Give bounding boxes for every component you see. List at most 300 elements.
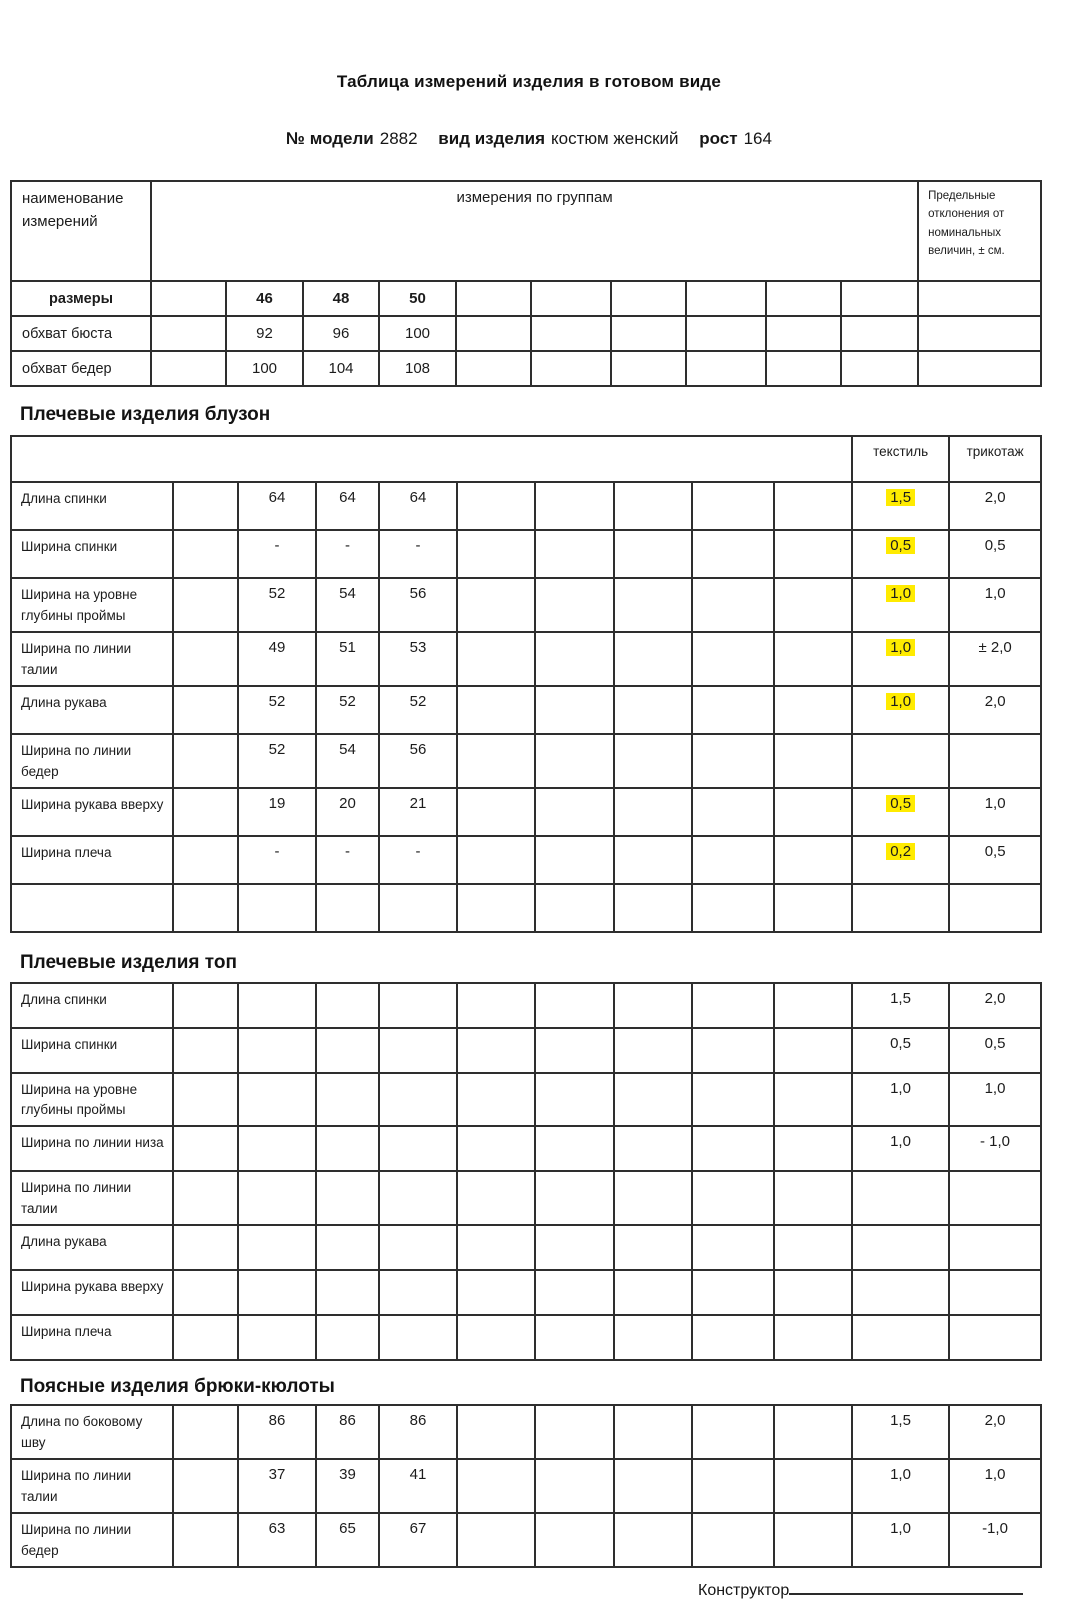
empty-cell <box>456 316 531 351</box>
empty-cell <box>692 1315 774 1360</box>
size-value: 46 <box>226 281 303 316</box>
tolerance-knit-cell: -1,0 <box>949 1513 1041 1567</box>
model-number-label: № модели <box>286 129 374 148</box>
tolerance-textile-cell <box>852 884 949 932</box>
empty-cell <box>614 788 692 836</box>
tolerance-textile-cell <box>852 983 949 1028</box>
measurement-label: Длина спинки <box>11 983 173 1028</box>
empty-cell <box>614 1270 692 1315</box>
empty-cell <box>692 734 774 788</box>
measurement-row <box>11 1028 1041 1073</box>
tolerance-textile-value: 0,2 <box>886 843 915 860</box>
size-value <box>379 1028 457 1073</box>
tolerance-textile-value: 1,0 <box>890 1466 911 1484</box>
empty-cell <box>173 530 238 578</box>
measurement-label: Ширина рукава вверху <box>11 1270 173 1315</box>
empty-cell <box>692 1270 774 1315</box>
measurement-row <box>11 578 1041 632</box>
empty-cell <box>531 281 611 316</box>
height-value: 164 <box>743 129 772 148</box>
size-value: - <box>238 530 316 578</box>
tolerance-knit-cell: 2,0 <box>949 1405 1041 1459</box>
empty-cell <box>457 686 535 734</box>
empty-cell <box>535 734 614 788</box>
size-value: 92 <box>226 316 303 351</box>
empty-cell <box>692 1225 774 1270</box>
empty-cell <box>611 351 686 386</box>
measurement-row <box>11 632 1041 686</box>
size-value: 63 <box>238 1513 316 1567</box>
empty-cell <box>766 351 841 386</box>
size-value: - <box>379 530 457 578</box>
empty-cell <box>457 734 535 788</box>
empty-cell <box>774 1315 852 1360</box>
empty-cell <box>535 1171 614 1225</box>
empty-cell <box>614 983 692 1028</box>
measurement-label: Ширина плеча <box>11 836 173 884</box>
empty-cell <box>457 1073 535 1127</box>
empty-cell <box>774 1405 852 1459</box>
product-type-value: костюм женский <box>551 129 679 148</box>
empty-cell <box>614 578 692 632</box>
tolerance-textile-cell <box>852 788 949 836</box>
height-label: рост <box>699 129 738 148</box>
tolerance-textile-cell <box>852 482 949 530</box>
empty-cell <box>535 788 614 836</box>
empty-cell <box>151 351 226 386</box>
measurement-label: Ширина по линии бедер <box>11 1513 173 1567</box>
size-value <box>379 1315 457 1360</box>
size-value: - <box>379 836 457 884</box>
measurement-row <box>11 1459 1041 1513</box>
size-value <box>238 1270 316 1315</box>
empty-cell <box>457 1171 535 1225</box>
page-title: Таблица измерений изделия в готовом виде <box>336 72 722 91</box>
measurement-row <box>11 1126 1041 1171</box>
size-value <box>379 983 457 1028</box>
tolerance-textile-value: 1,5 <box>886 489 915 506</box>
empty-cell <box>692 686 774 734</box>
size-value <box>316 1028 379 1073</box>
model-info-line <box>10 129 1048 149</box>
measurement-label: Ширина спинки <box>11 530 173 578</box>
size-value: 53 <box>379 632 457 686</box>
empty-cell <box>614 1513 692 1567</box>
empty-cell <box>692 836 774 884</box>
empty-cell <box>692 983 774 1028</box>
empty-cell <box>692 788 774 836</box>
empty-cell <box>614 1073 692 1127</box>
empty-cell <box>457 530 535 578</box>
measurement-row <box>11 1073 1041 1127</box>
sizes-table-row <box>11 281 1041 316</box>
blouson-table <box>10 435 1042 933</box>
size-value <box>238 1225 316 1270</box>
empty-cell <box>173 686 238 734</box>
size-value: 86 <box>379 1405 457 1459</box>
tolerance-knit-cell: 2,0 <box>949 983 1041 1028</box>
empty-cell <box>841 316 918 351</box>
tolerance-textile-cell <box>852 1270 949 1315</box>
tolerance-knit-cell: 0,5 <box>949 530 1041 578</box>
empty-cell <box>611 316 686 351</box>
empty-cell <box>614 734 692 788</box>
measurement-row <box>11 1171 1041 1225</box>
empty-cell <box>151 316 226 351</box>
empty-cell <box>457 1459 535 1513</box>
empty-cell <box>173 1171 238 1225</box>
size-value: 51 <box>316 632 379 686</box>
size-value: 19 <box>238 788 316 836</box>
empty-cell <box>535 1225 614 1270</box>
empty-cell <box>535 836 614 884</box>
empty-cell <box>457 632 535 686</box>
size-value: 64 <box>316 482 379 530</box>
size-value: 56 <box>379 734 457 788</box>
empty-cell <box>692 632 774 686</box>
empty-cell <box>692 1028 774 1073</box>
empty-cell <box>841 351 918 386</box>
empty-cell <box>774 1171 852 1225</box>
tolerance-knit-cell: 2,0 <box>949 686 1041 734</box>
empty-cell <box>686 351 766 386</box>
empty-cell <box>173 632 238 686</box>
size-value: 64 <box>379 482 457 530</box>
culottes-table <box>10 1404 1042 1568</box>
empty-cell <box>457 1225 535 1270</box>
empty-cell <box>531 316 611 351</box>
empty-cell <box>774 686 852 734</box>
tolerance-textile-cell <box>852 734 949 788</box>
size-value: 52 <box>316 686 379 734</box>
size-value <box>316 1225 379 1270</box>
tolerance-textile-value: 1,0 <box>890 1520 911 1538</box>
tolerance-textile-cell <box>852 530 949 578</box>
tolerance-textile-value: 1,0 <box>886 693 915 710</box>
empty-cell <box>173 1270 238 1315</box>
tolerance-textile-cell <box>852 632 949 686</box>
size-value <box>379 1270 457 1315</box>
empty-cell <box>173 884 238 932</box>
empty-cell <box>766 316 841 351</box>
tolerance-textile-value: 0,5 <box>886 537 915 554</box>
measurement-label: Ширина плеча <box>11 1315 173 1360</box>
tolerance-cell <box>918 351 1041 386</box>
empty-cell <box>774 632 852 686</box>
empty-cell <box>457 1270 535 1315</box>
tolerance-textile-cell <box>852 1513 949 1567</box>
measurement-label: Длина рукава <box>11 686 173 734</box>
tolerance-knit-cell <box>949 1171 1041 1225</box>
measurement-row <box>11 884 1041 932</box>
size-value: 104 <box>303 351 379 386</box>
tolerance-textile-value: 1,0 <box>886 585 915 602</box>
tolerance-textile-cell <box>852 1126 949 1171</box>
empty-cell <box>531 351 611 386</box>
size-value: 86 <box>238 1405 316 1459</box>
blouson-header-row <box>11 436 1041 482</box>
size-value: 54 <box>316 578 379 632</box>
tolerance-textile-cell <box>852 1459 949 1513</box>
empty-cell <box>766 281 841 316</box>
measurement-row <box>11 686 1041 734</box>
empty-cell <box>614 1126 692 1171</box>
size-value <box>238 1073 316 1127</box>
empty-cell <box>614 1171 692 1225</box>
empty-cell <box>774 1459 852 1513</box>
size-value: 41 <box>379 1459 457 1513</box>
empty-cell <box>457 836 535 884</box>
measurement-row <box>11 734 1041 788</box>
footer <box>698 1581 1048 1600</box>
empty-cell <box>614 632 692 686</box>
measurement-row <box>11 482 1041 530</box>
measurement-label: Ширина по линии талии <box>11 632 173 686</box>
size-value <box>316 1270 379 1315</box>
empty-cell <box>692 1171 774 1225</box>
measurement-row <box>11 983 1041 1028</box>
empty-cell <box>774 530 852 578</box>
tolerance-knit-cell: - 1,0 <box>949 1126 1041 1171</box>
size-value <box>316 1315 379 1360</box>
size-value: 64 <box>238 482 316 530</box>
empty-cell <box>774 1028 852 1073</box>
tolerance-textile-value: 1,5 <box>890 989 911 1007</box>
empty-cell <box>457 1126 535 1171</box>
size-value <box>238 1315 316 1360</box>
tolerance-textile-cell <box>852 1405 949 1459</box>
tolerance-textile-value: 1,0 <box>886 639 915 656</box>
empty-cell <box>614 686 692 734</box>
tolerance-knit-cell <box>949 1225 1041 1270</box>
empty-cell <box>774 983 852 1028</box>
empty-cell <box>841 281 918 316</box>
size-value: 48 <box>303 281 379 316</box>
empty-cell <box>173 1405 238 1459</box>
tolerance-knit-cell: ± 2,0 <box>949 632 1041 686</box>
tolerance-textile-cell <box>852 686 949 734</box>
empty-cell <box>535 530 614 578</box>
tolerance-knit-cell <box>949 884 1041 932</box>
size-value: - <box>238 836 316 884</box>
empty-cell <box>535 1073 614 1127</box>
empty-cell <box>457 1513 535 1567</box>
tolerance-knit-cell <box>949 1315 1041 1360</box>
section-title-culottes: Поясные изделия брюки-кюлоты <box>20 1376 335 1398</box>
empty-cell <box>614 1028 692 1073</box>
empty-cell <box>614 482 692 530</box>
measurement-row <box>11 1270 1041 1315</box>
tolerance-knit-cell: 2,0 <box>949 482 1041 530</box>
empty-cell <box>173 1028 238 1073</box>
empty-cell <box>692 1459 774 1513</box>
measurement-label: Длина по боковому шву <box>11 1405 173 1459</box>
measurement-label <box>11 884 173 932</box>
size-value: 37 <box>238 1459 316 1513</box>
empty-cell <box>535 983 614 1028</box>
measurement-label: Ширина по линии талии <box>11 1171 173 1225</box>
measurement-label: Ширина по линии низа <box>11 1126 173 1171</box>
empty-cell <box>614 1315 692 1360</box>
empty-cell <box>535 686 614 734</box>
empty-cell <box>686 281 766 316</box>
tolerance-knit-cell: 0,5 <box>949 1028 1041 1073</box>
size-value: 54 <box>316 734 379 788</box>
tolerance-textile-cell <box>852 1073 949 1127</box>
sizes-table-row <box>11 316 1041 351</box>
size-value <box>238 1028 316 1073</box>
sizes-table-row <box>11 351 1041 386</box>
empty-cell <box>614 1459 692 1513</box>
tolerance-textile-cell <box>852 1315 949 1360</box>
tolerance-cell <box>918 316 1041 351</box>
measurement-row <box>11 1405 1041 1459</box>
empty-cell <box>173 1126 238 1171</box>
empty-cell <box>614 1405 692 1459</box>
empty-cell <box>614 1225 692 1270</box>
tolerance-textile-cell <box>852 1171 949 1225</box>
size-value <box>238 1171 316 1225</box>
empty-cell <box>173 1513 238 1567</box>
empty-cell <box>774 578 852 632</box>
tolerance-knit-cell: 0,5 <box>949 836 1041 884</box>
tolerance-knit-cell: 1,0 <box>949 1459 1041 1513</box>
tolerance-textile-value: 0,5 <box>886 795 915 812</box>
empty-cell <box>456 281 531 316</box>
measurement-row <box>11 788 1041 836</box>
tolerance-textile-value: 1,5 <box>890 1412 911 1430</box>
size-value <box>379 884 457 932</box>
tolerance-knit-cell: 1,0 <box>949 788 1041 836</box>
size-value <box>316 884 379 932</box>
section-title-top: Плечевые изделия топ <box>20 951 237 973</box>
empty-cell <box>686 316 766 351</box>
tolerance-cell <box>918 281 1041 316</box>
size-value: 50 <box>379 281 456 316</box>
empty-cell <box>692 482 774 530</box>
empty-cell <box>692 578 774 632</box>
empty-cell <box>173 482 238 530</box>
measurement-label: Длина спинки <box>11 482 173 530</box>
empty-cell <box>457 983 535 1028</box>
measurement-label: обхват бюста <box>11 316 151 351</box>
measurement-label: Ширина по линии талии <box>11 1459 173 1513</box>
knit-column-header: трикотаж <box>949 436 1041 482</box>
size-value <box>316 1073 379 1127</box>
empty-cell <box>614 884 692 932</box>
measurement-label: Ширина на уровне глубины проймы <box>11 578 173 632</box>
size-value: 52 <box>379 686 457 734</box>
size-value: 108 <box>379 351 456 386</box>
tolerance-knit-cell: 1,0 <box>949 578 1041 632</box>
empty-cell <box>457 482 535 530</box>
empty-cell <box>456 351 531 386</box>
empty-cell <box>457 578 535 632</box>
empty-cell <box>151 281 226 316</box>
size-value <box>316 983 379 1028</box>
size-value: 21 <box>379 788 457 836</box>
size-value: 39 <box>316 1459 379 1513</box>
empty-cell <box>535 632 614 686</box>
empty-cell <box>692 1126 774 1171</box>
empty-cell <box>692 1073 774 1127</box>
measurement-row <box>11 530 1041 578</box>
empty-cell <box>774 1270 852 1315</box>
empty-cell <box>457 788 535 836</box>
size-value: 86 <box>316 1405 379 1459</box>
measurement-label: обхват бедер <box>11 351 151 386</box>
size-value: 67 <box>379 1513 457 1567</box>
empty-cell <box>173 983 238 1028</box>
size-value: - <box>316 836 379 884</box>
size-value <box>379 1126 457 1171</box>
size-value: 100 <box>379 316 456 351</box>
size-value <box>316 1126 379 1171</box>
size-value <box>379 1225 457 1270</box>
measurement-label: размеры <box>11 281 151 316</box>
empty-cell <box>173 1225 238 1270</box>
size-value: - <box>316 530 379 578</box>
size-value: 52 <box>238 578 316 632</box>
empty-cell <box>774 1513 852 1567</box>
empty-cell <box>692 884 774 932</box>
empty-cell <box>774 1225 852 1270</box>
empty-cell <box>535 1270 614 1315</box>
tolerance-knit-cell <box>949 1270 1041 1315</box>
empty-cell <box>173 836 238 884</box>
empty-cell <box>173 734 238 788</box>
empty-cell <box>535 578 614 632</box>
tolerance-textile-cell <box>852 578 949 632</box>
empty-cell <box>457 884 535 932</box>
groups-header: измерения по группам <box>151 181 918 281</box>
empty-cell <box>614 530 692 578</box>
tolerance-textile-cell <box>852 836 949 884</box>
size-value <box>238 1126 316 1171</box>
size-value <box>379 1073 457 1127</box>
size-value: 52 <box>238 734 316 788</box>
size-value: 100 <box>226 351 303 386</box>
measurements-name-header: наименование измерений <box>11 181 151 281</box>
size-value <box>238 884 316 932</box>
measurement-row <box>11 1315 1041 1360</box>
empty-cell <box>535 1028 614 1073</box>
empty-cell <box>535 1126 614 1171</box>
measurement-label: Ширина по линии бедер <box>11 734 173 788</box>
measurement-label: Ширина на уровне глубины проймы <box>11 1073 173 1127</box>
size-value: 96 <box>303 316 379 351</box>
model-number-value: 2882 <box>379 129 418 148</box>
size-value <box>316 1171 379 1225</box>
measurement-row <box>11 836 1041 884</box>
top-table <box>10 982 1042 1362</box>
product-type-label: вид изделия <box>438 129 546 148</box>
empty-cell <box>774 1073 852 1127</box>
empty-cell <box>692 530 774 578</box>
size-value: 56 <box>379 578 457 632</box>
empty-cell <box>774 1126 852 1171</box>
empty-cell <box>614 836 692 884</box>
tolerance-textile-cell <box>852 1225 949 1270</box>
tolerance-knit-cell: 1,0 <box>949 1073 1041 1127</box>
measurement-row <box>11 1513 1041 1567</box>
sizes-table <box>10 180 1042 387</box>
empty-cell <box>457 1315 535 1360</box>
empty-cell <box>173 1459 238 1513</box>
size-value: 65 <box>316 1513 379 1567</box>
tolerance-textile-cell <box>852 1028 949 1073</box>
empty-cell <box>173 788 238 836</box>
